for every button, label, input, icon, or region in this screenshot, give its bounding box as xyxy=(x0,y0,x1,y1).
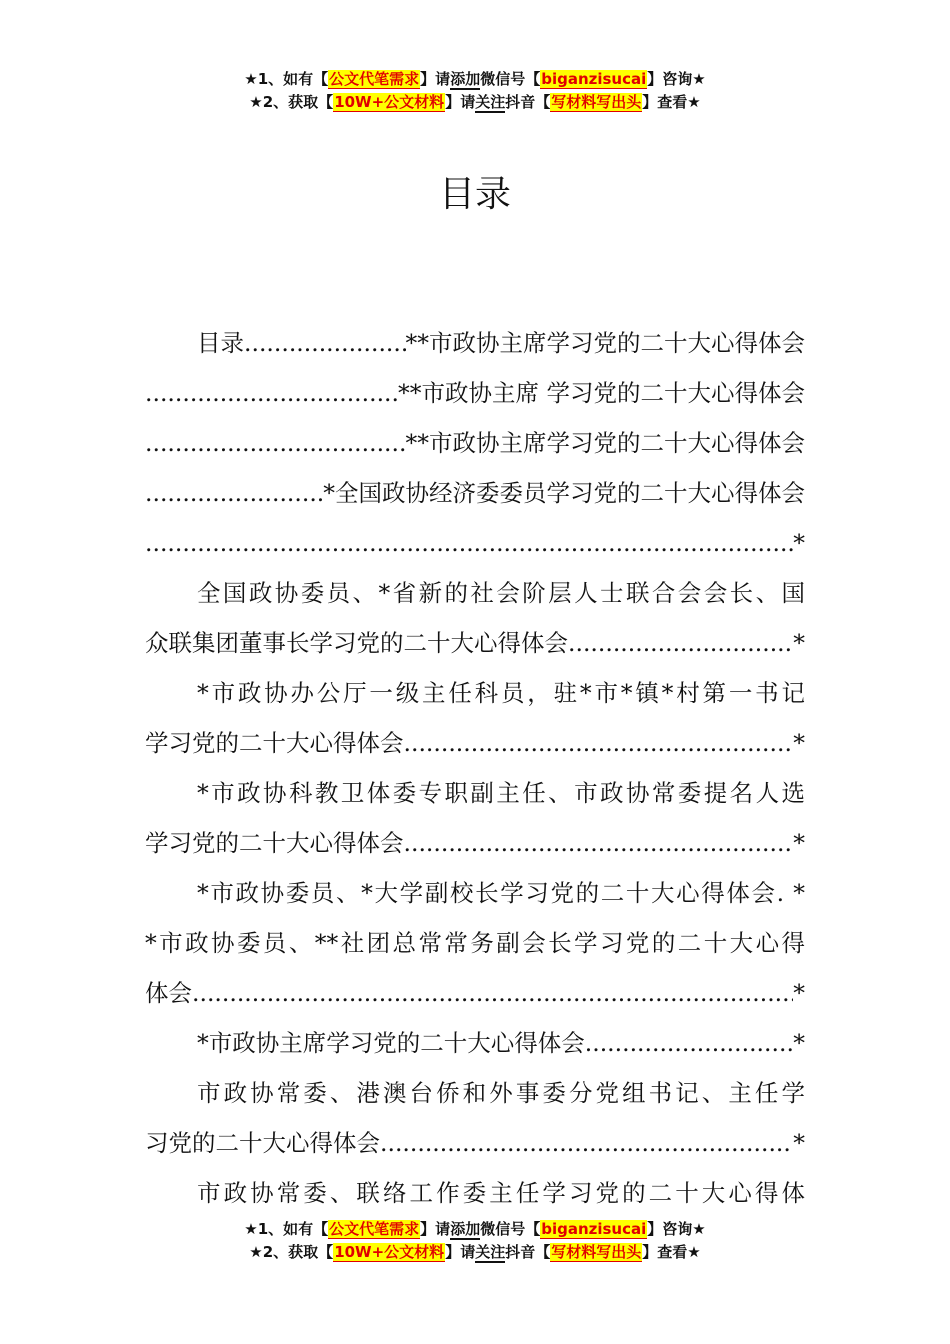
highlight-douyin-account: 写材料写出头 xyxy=(551,1243,642,1261)
highlight-wechat-id: biganzisucai xyxy=(541,70,647,88)
highlight-service: 公文代笔需求 xyxy=(329,70,420,88)
leader-dots xyxy=(145,468,323,518)
table-of-contents xyxy=(145,318,805,1218)
highlight-wechat-id: biganzisucai xyxy=(541,1220,647,1238)
banner-line-2: ★2、获取【10W+公文材料】请关注抖音【写材料写出头】查看★ xyxy=(249,1243,701,1261)
banner-line-2: ★2、获取【10W+公文材料】请关注抖音【写材料写出头】查看★ xyxy=(249,93,701,111)
toc-line: 体会 ..... * xyxy=(145,968,805,1018)
toc-line: 学习党的二十大心得体会 ..... * xyxy=(145,718,805,768)
leader-dots xyxy=(404,718,794,768)
leader-dots xyxy=(145,518,793,568)
highlight-materials: 10W+公文材料 xyxy=(334,93,445,111)
highlight-douyin-account: 写材料写出头 xyxy=(551,93,642,111)
toc-line: 目录 ..... **市政协主席学习党的二十大心得体会 xyxy=(145,318,805,368)
toc-line: *市政协科教卫体委专职副主任、市政协常委提名人选 xyxy=(197,779,805,807)
toc-line: *市政协委员、**社团总常常务副会长学习党的二十大心得 xyxy=(145,929,805,957)
toc-line: ..... **市政协主席学习党的二十大心得体会 xyxy=(145,418,805,468)
toc-line: ..... * xyxy=(145,518,805,568)
toc-line: ..... **市政协主席 学习党的二十大心得体会 xyxy=(145,368,805,418)
toc-line: 习党的二十大心得体会 ..... * xyxy=(145,1118,805,1168)
leader-dots xyxy=(568,618,793,668)
leader-dots xyxy=(585,1018,794,1068)
leader-dots xyxy=(404,818,794,868)
top-banner xyxy=(0,68,950,114)
toc-line: *市政协办公厅一级主任科员，驻*市*镇*村第一书记 xyxy=(197,679,805,707)
toc-line: 众联集团董事长学习党的二十大心得体会 ..... * xyxy=(145,618,805,668)
toc-line: 全国政协委员、*省新的社会阶层人士联合会会长、国 xyxy=(197,579,805,607)
leader-dots xyxy=(145,418,406,468)
leader-dots xyxy=(192,968,793,1018)
page-title: 目录 xyxy=(438,174,511,215)
banner-line-1: ★1、如有【公文代笔需求】请添加微信号【biganzisucai】咨询★ xyxy=(244,1220,706,1238)
leader-dots xyxy=(244,318,406,368)
toc-line: 学习党的二十大心得体会 ..... * xyxy=(145,818,805,868)
toc-line: *市政协委员、*大学副校长学习党的二十大心得体会. * xyxy=(197,879,805,907)
leader-dots xyxy=(145,368,398,418)
highlight-service: 公文代笔需求 xyxy=(329,1220,420,1238)
toc-line: 市政协常委、港澳台侨和外事委分党组书记、主任学 xyxy=(197,1079,805,1107)
toc-line: *市政协主席学习党的二十大心得体会 ..... * xyxy=(145,1018,805,1068)
highlight-materials: 10W+公文材料 xyxy=(334,1243,445,1261)
banner-line-1: ★1、如有【公文代笔需求】请添加微信号【biganzisucai】咨询★ xyxy=(244,70,706,88)
bottom-banner xyxy=(0,1218,950,1264)
leader-dots xyxy=(380,1118,793,1168)
toc-line: 市政协常委、联络工作委主任学习党的二十大心得体 xyxy=(197,1179,805,1207)
toc-line: ..... *全国政协经济委委员学习党的二十大心得体会 xyxy=(145,468,805,518)
